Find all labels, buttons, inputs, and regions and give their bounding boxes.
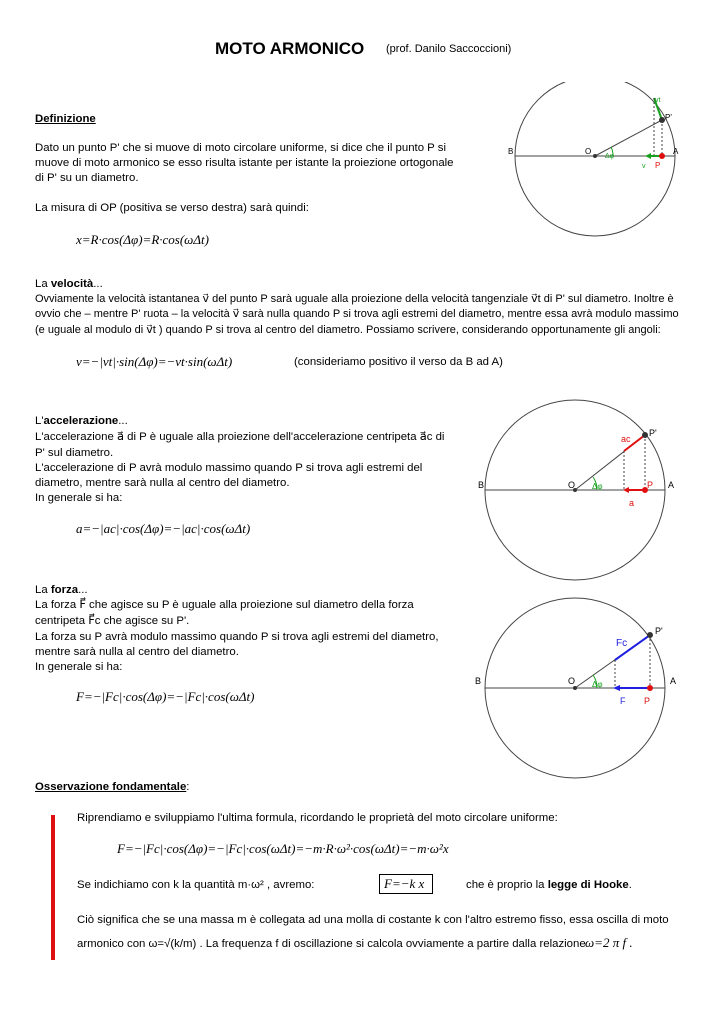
label-dphi: Δφ (605, 153, 615, 160)
point-p-prime (642, 432, 648, 438)
definizione-line-2: muove di moto armonico se esso risulta istante per istante la proiezione ortogonale (35, 157, 454, 169)
velocita-line-2: ovvio che – mentre P' ruota – la velocità v⃗ sarà nulla quando P si trova agli estremi del diametro, mentre essa avrà modulo massimo (35, 308, 679, 320)
label-dphi: Δφ (592, 482, 603, 491)
velocita-note: (consideriamo positivo il verso da B ad A) (294, 356, 503, 368)
hooke-post: che è proprio la legge di Hooke. (466, 879, 632, 891)
label-f: F (620, 696, 626, 706)
forza-heading: La forza... (35, 584, 88, 596)
formula-a: a=−|ac|·cos(Δφ)=−|ac|·cos(ωΔt) (76, 521, 251, 536)
formula-f: F=−|Fc|·cos(Δφ)=−|Fc|·cos(ωΔt) (76, 689, 255, 704)
accelerazione-line-3: L'accelerazione di P avrà modulo massimo quando P si trova agli estremi del (35, 462, 423, 474)
label-dphi: Δφ (592, 680, 603, 689)
page-title: MOTO ARMONICO (215, 39, 365, 58)
osservazione-intro: Riprendiamo e sviluppiamo l'ultima formula, ricordando le proprietà del moto circolare uniforme: (77, 812, 558, 824)
label-o: O (568, 480, 576, 490)
label-o: O (585, 147, 592, 156)
figure-moto-circolare (505, 82, 705, 252)
label-ac: ac (621, 434, 631, 444)
velocita-line-1: Ovviamente la velocità istantanea v⃗ del punto P sarà uguale alla proiezione della velocità tangenziale v⃗t di P' sul diametro. Inoltre è (35, 293, 674, 305)
label-fc: Fc (616, 638, 628, 649)
label-b: B (475, 676, 482, 686)
forza-line-3: La forza su P avrà modulo massimo quando P si trova agli estremi del diametro, (35, 631, 439, 643)
label-p: P (647, 480, 654, 490)
point-p-prime (647, 632, 653, 638)
label-a: A (670, 676, 677, 686)
label-v: v (642, 163, 646, 170)
definizione-heading: Definizione (35, 113, 96, 125)
accelerazione-line-4: diametro, mentre sarà nulla al centro del diametro. (35, 477, 290, 489)
hooke-pre: Se indichiamo con k la quantità m·ω² , avremo: (77, 879, 315, 891)
formula-x: x=R·cos(Δφ)=R·cos(ωΔt) (76, 232, 209, 247)
forza-line-5: In generale si ha: (35, 661, 123, 673)
label-p: P (655, 161, 661, 170)
forza-line-4: mentre sarà nulla al centro del diametro. (35, 646, 239, 658)
molla-line: Ciò significa che se una massa m è collegata ad una molla di costante k con l'altro estremo fisso, essa oscilla di moto (77, 914, 669, 926)
point-p (659, 153, 665, 159)
definizione-line-1: Dato un punto P' che si muove di moto circolare uniforme, si dice che il punto P si (35, 142, 446, 154)
accelerazione-heading: L'accelerazione... (35, 415, 128, 427)
label-p-prime: P' (665, 113, 672, 122)
label-p-prime: P' (655, 626, 663, 636)
osservazione-heading: Osservazione fondamentale: (35, 781, 190, 793)
forza-line-2: centripeta F⃗c che agisce su P'. (35, 615, 190, 627)
omega-relation: ω=2 π f . (585, 935, 633, 950)
velocita-heading: La velocità... (35, 278, 103, 290)
label-p: P (644, 696, 651, 706)
point-p (647, 685, 653, 691)
accelerazione-line-2: P' sul diametro. (35, 447, 114, 459)
label-vt: vt (655, 97, 661, 104)
label-a: A (668, 480, 675, 490)
label-a-vector: a (629, 498, 635, 508)
figure-accelerazione (472, 398, 692, 584)
highlight-bar (51, 815, 55, 960)
figure-forza (472, 596, 692, 782)
label-a: A (673, 147, 679, 156)
label-b: B (478, 480, 485, 490)
misura-line: La misura di OP (positiva se verso destra) sarà quindi: (35, 202, 309, 214)
hooke-box: F=−k x (379, 874, 433, 894)
accelerazione-line-1: L'accelerazione a⃗ di P è uguale alla proiezione dell'accelerazione centripeta a⃗c di (35, 431, 445, 443)
label-p-prime: P' (649, 428, 657, 438)
radius (595, 120, 662, 156)
label-b: B (508, 147, 514, 156)
omega-line: armonico con ω=√(k/m) . La frequenza f di oscillazione si calcola ovviamente a partire dalla relazione (77, 938, 586, 950)
label-o: O (568, 676, 576, 686)
definizione-line-3: di P' su un diametro. (35, 172, 139, 184)
page-author: (prof. Danilo Saccoccioni) (386, 43, 512, 55)
forza-line-1: La forza F⃗ che agisce su P è uguale alla proiezione sul diametro della forza (35, 599, 414, 611)
formula-f-full: F=−|Fc|·cos(Δφ)=−|Fc|·cos(ωΔt)=−m·R·ω²·cos(ωΔt)=−m·ω²x (117, 841, 449, 856)
velocita-line-3: (e uguale al modulo di v⃗t ) quando P si trova al centro del diametro. Possiamo scrivere, considerando opportunamente gli angoli: (35, 324, 661, 336)
accelerazione-line-5: In generale si ha: (35, 492, 123, 504)
formula-v: v=−|vt|·sin(Δφ)=−vt·sin(ωΔt) (76, 354, 233, 369)
